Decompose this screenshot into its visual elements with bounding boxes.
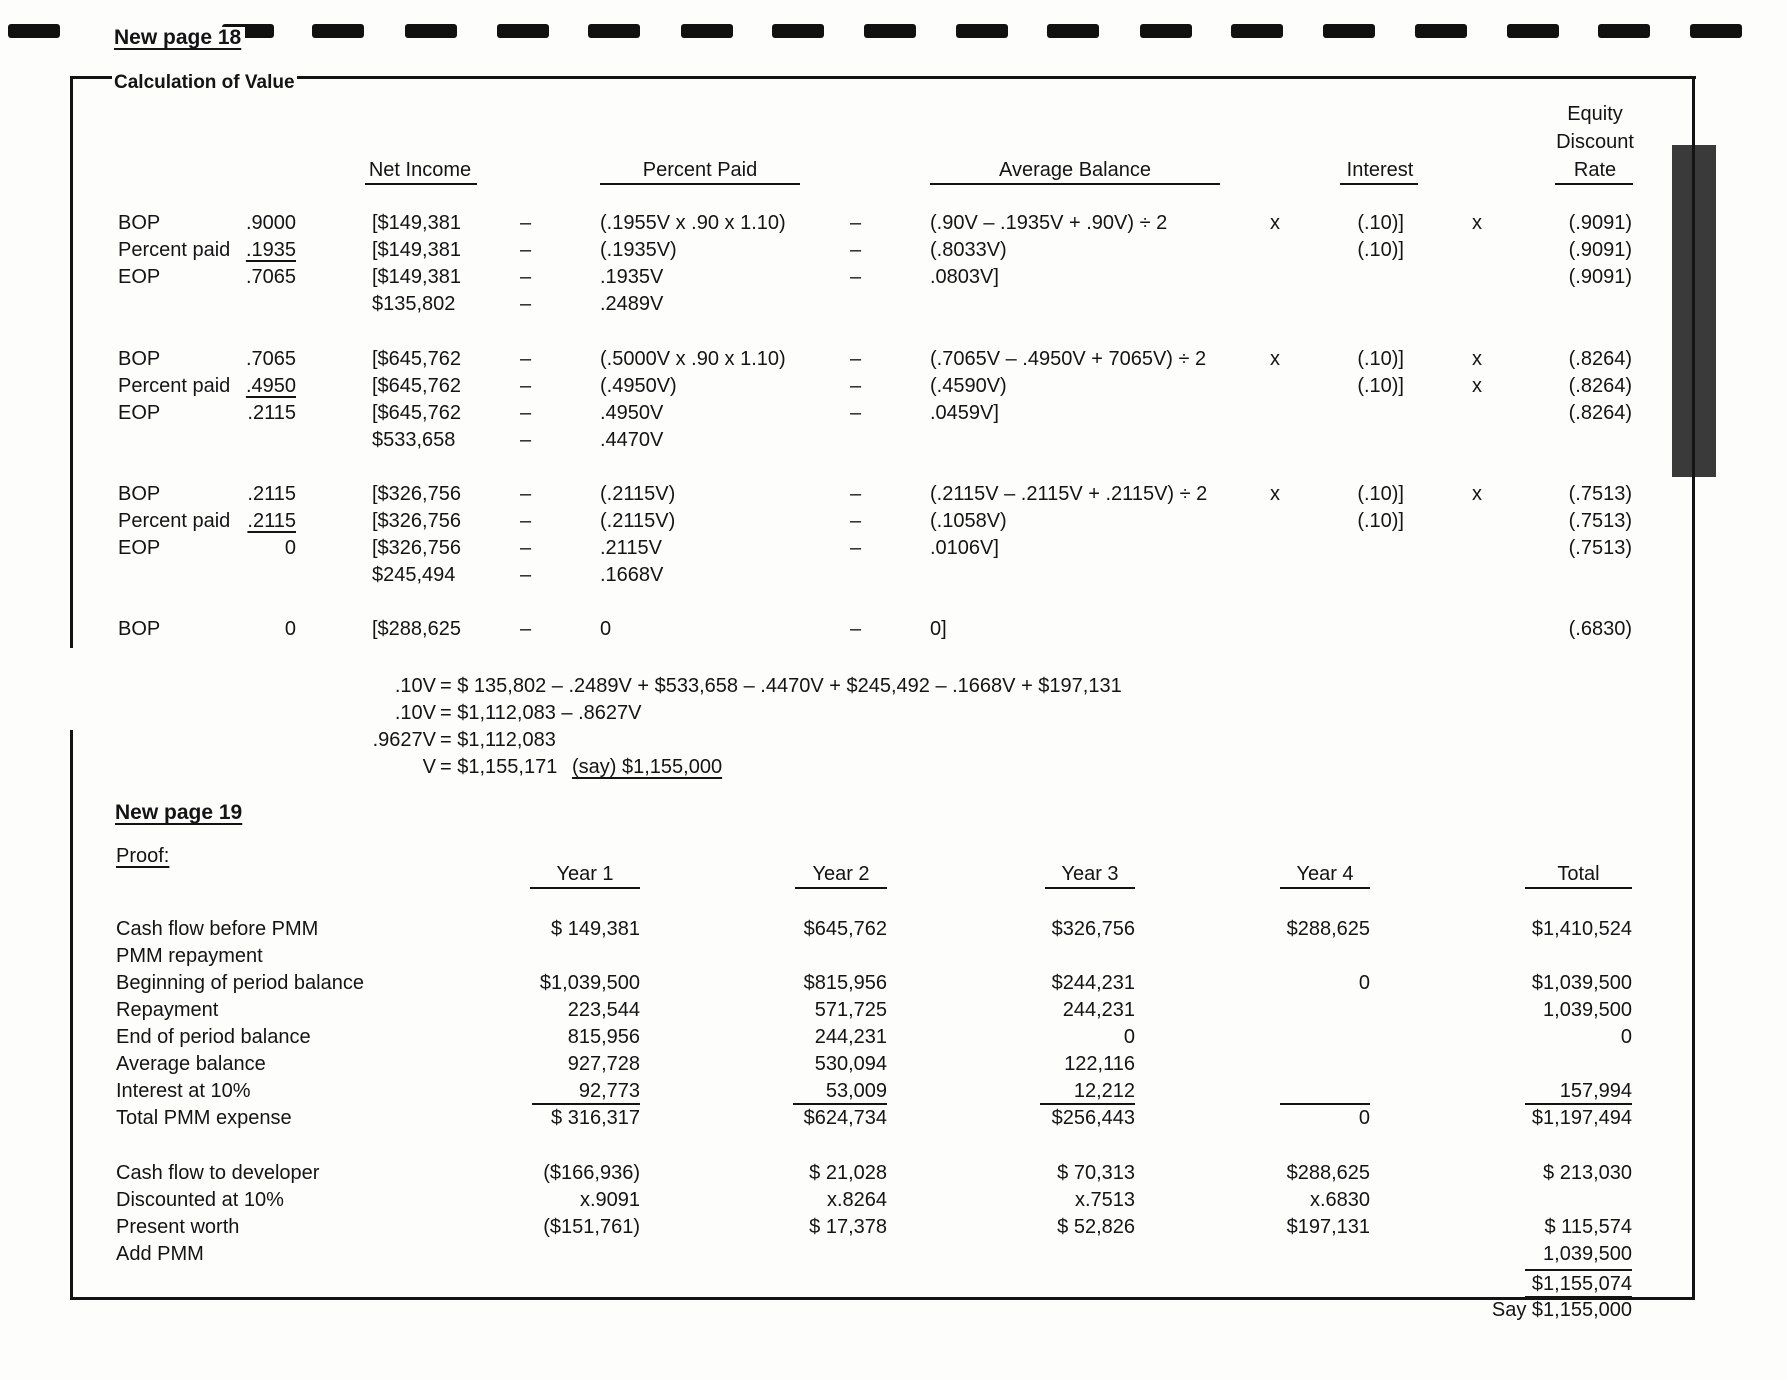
header-underline xyxy=(1045,887,1135,889)
interest-cell: (.10)] xyxy=(1357,510,1404,532)
row-label: BOP xyxy=(118,348,161,370)
average-balance-cell: .0803V] xyxy=(930,266,999,288)
minus-sign: – xyxy=(850,348,862,370)
proof-column-header: Total xyxy=(1557,863,1600,885)
net-income-cell: [$326,756 xyxy=(372,537,461,559)
discount-rate-cell: (.7513) xyxy=(1568,483,1632,505)
minus-sign: – xyxy=(520,510,532,532)
minus-sign: – xyxy=(520,239,532,261)
multiply-sign: x xyxy=(1270,212,1280,234)
perforation-dash xyxy=(1323,24,1375,38)
equation-rhs: = $1,112,083 xyxy=(440,729,556,751)
minus-sign: – xyxy=(520,618,532,640)
discount-rate-cell: (.6830) xyxy=(1568,618,1632,640)
proof-cell: ($151,761) xyxy=(543,1216,640,1238)
proof-cell: 1,039,500 xyxy=(1543,999,1632,1021)
minus-sign: – xyxy=(850,375,862,397)
discount-rate-cell: (.9091) xyxy=(1568,239,1632,261)
row-value: .2115 xyxy=(247,510,296,532)
proof-cell: 530,094 xyxy=(814,1053,887,1075)
proof-cell: $ 52,826 xyxy=(1057,1216,1135,1238)
proof-cell: $ 213,030 xyxy=(1543,1162,1632,1184)
minus-sign: – xyxy=(850,510,862,532)
row-label: EOP xyxy=(118,402,161,424)
discount-rate-cell: (.8264) xyxy=(1568,402,1632,424)
proof-cell: $ 115,574 xyxy=(1544,1216,1632,1238)
equation-lhs: V xyxy=(422,756,436,778)
total-sum: $1,155,074 xyxy=(1531,1273,1632,1295)
perforation-dash xyxy=(1507,24,1559,38)
equation-rhs: = $1,112,083 – .8627V xyxy=(440,702,642,724)
column-header-percent-paid: Percent Paid xyxy=(642,159,758,181)
proof-row-label: End of period balance xyxy=(116,1026,311,1048)
perforation-dash xyxy=(1415,24,1467,38)
row-value: 0 xyxy=(284,618,296,640)
equation-lhs: .10V xyxy=(394,702,436,724)
percent-paid-cell: (.2115V) xyxy=(600,510,676,532)
proof-cell: 244,231 xyxy=(1062,999,1135,1021)
row-value: .7065 xyxy=(245,266,296,288)
perforation-dash xyxy=(588,24,640,38)
percent-paid-cell: .2489V xyxy=(600,293,664,315)
percent-paid-cell: (.4950V) xyxy=(600,375,677,397)
proof-cell: 0 xyxy=(1358,972,1370,994)
perforation-dash xyxy=(681,24,733,38)
proof-cell: 0 xyxy=(1358,1107,1370,1129)
proof-row-label: Cash flow before PMM xyxy=(116,918,319,940)
minus-sign: – xyxy=(520,348,532,370)
proof-cell: $ 21,028 xyxy=(809,1162,887,1184)
proof-cell: $1,197,494 xyxy=(1531,1107,1632,1129)
row-label: Percent paid xyxy=(118,510,231,532)
multiply-sign: x xyxy=(1472,212,1482,234)
minus-sign: – xyxy=(520,429,532,451)
minus-sign: – xyxy=(520,564,532,586)
perforation-dash xyxy=(956,24,1008,38)
proof-cell: 157,994 xyxy=(1559,1080,1632,1102)
perforation-dash xyxy=(8,24,60,38)
perforation-dash xyxy=(864,24,916,38)
perforation-dash xyxy=(405,24,457,38)
proof-cell: $1,039,500 xyxy=(539,972,640,994)
proof-cell: $1,039,500 xyxy=(1531,972,1632,994)
interest-cell: (.10)] xyxy=(1357,348,1404,370)
proof-cell: $ 316,317 xyxy=(551,1107,640,1129)
average-balance-cell: 0] xyxy=(930,618,947,640)
proof-cell: $326,756 xyxy=(1051,918,1135,940)
column-header-interest: Interest xyxy=(1346,159,1414,181)
minus-sign: – xyxy=(520,293,532,315)
minus-sign: – xyxy=(850,212,862,234)
proof-label: Proof: xyxy=(116,845,170,867)
percent-paid-cell: .2115V xyxy=(600,537,662,559)
percent-paid-cell: .1935V xyxy=(600,266,664,288)
equation-lhs: .10V xyxy=(394,675,436,697)
row-value: .9000 xyxy=(245,212,296,234)
header-underline xyxy=(530,887,640,889)
proof-row-label: Average balance xyxy=(116,1053,266,1075)
multiply-sign: x xyxy=(1472,375,1482,397)
proof-cell: x.8264 xyxy=(826,1189,887,1211)
row-value: .4950 xyxy=(245,375,296,397)
proof-cell: $ 17,378 xyxy=(809,1216,887,1238)
minus-sign: – xyxy=(850,537,862,559)
multiply-sign: x xyxy=(1270,348,1280,370)
proof-row-label: Discounted at 10% xyxy=(116,1189,284,1211)
multiply-sign: x xyxy=(1472,483,1482,505)
proof-cell: 122,116 xyxy=(1064,1053,1135,1075)
average-balance-cell: .0106V] xyxy=(930,537,999,559)
proof-cell: $645,762 xyxy=(803,918,887,940)
header-underline xyxy=(1555,183,1633,185)
percent-paid-cell: 0 xyxy=(600,618,612,640)
sum-rule xyxy=(793,1103,887,1105)
sum-rule xyxy=(1040,1103,1135,1105)
interest-cell: (.10)] xyxy=(1357,239,1404,261)
page-heading-top: New page 18 xyxy=(110,27,245,48)
header-underline xyxy=(1280,887,1370,889)
row-value: .2115 xyxy=(247,483,296,505)
net-income-cell: [$149,381 xyxy=(372,266,461,288)
multiply-sign: x xyxy=(1270,483,1280,505)
net-income-cell: [$149,381 xyxy=(372,239,461,261)
proof-column-header: Year 1 xyxy=(556,863,614,885)
header-underline xyxy=(930,183,1220,185)
proof-cell: 53,009 xyxy=(825,1080,887,1102)
row-value: .1935 xyxy=(245,239,296,261)
percent-paid-cell: (.1935V) xyxy=(600,239,677,261)
proof-cell: 0 xyxy=(1123,1026,1135,1048)
minus-sign: – xyxy=(850,402,862,424)
net-income-cell: $135,802 xyxy=(372,293,456,315)
interest-cell: (.10)] xyxy=(1357,483,1404,505)
column-header-net-income: Net Income xyxy=(368,159,472,181)
proof-column-header: Year 2 xyxy=(812,863,870,885)
percent-paid-cell: (.1955V x .90 x 1.10) xyxy=(600,212,786,234)
average-balance-cell: (.2115V – .2115V + .2115V) ÷ 2 xyxy=(930,483,1208,505)
interest-cell: (.10)] xyxy=(1357,375,1404,397)
minus-sign: – xyxy=(850,266,862,288)
perforation-dash xyxy=(1140,24,1192,38)
proof-cell: x.6830 xyxy=(1309,1189,1370,1211)
proof-column-header: Year 3 xyxy=(1061,863,1119,885)
proof-row-label: Repayment xyxy=(116,999,219,1021)
perforation-dash xyxy=(497,24,549,38)
header-underline xyxy=(1525,887,1632,889)
minus-sign: – xyxy=(520,402,532,424)
net-income-cell: [$326,756 xyxy=(372,483,461,505)
row-value: 0 xyxy=(284,537,296,559)
sum-rule xyxy=(1525,1103,1632,1105)
minus-sign: – xyxy=(520,266,532,288)
row-label: BOP xyxy=(118,212,161,234)
discount-rate-cell: (.7513) xyxy=(1568,510,1632,532)
proof-cell: $815,956 xyxy=(803,972,887,994)
header-underline xyxy=(1340,183,1418,185)
equation-rhs: = $1,155,171 xyxy=(440,756,558,778)
proof-column-header: Year 4 xyxy=(1296,863,1354,885)
frame-right-rule xyxy=(1692,76,1695,1300)
proof-cell: 223,544 xyxy=(567,999,640,1021)
column-header-average-balance: Average Balance xyxy=(999,159,1151,181)
net-income-cell: $245,494 xyxy=(372,564,456,586)
perforation-dash xyxy=(1598,24,1650,38)
interest-cell: (.10)] xyxy=(1357,212,1404,234)
proof-cell: $ 149,381 xyxy=(551,918,640,940)
proof-row-label: Present worth xyxy=(116,1216,240,1238)
say-total: Say $1,155,000 xyxy=(1491,1299,1632,1321)
frame-left-rule-lower xyxy=(70,730,73,1300)
column-header-equity-line2: Discount xyxy=(1556,131,1634,153)
percent-paid-cell: .4470V xyxy=(600,429,664,451)
net-income-cell: [$645,762 xyxy=(372,375,461,397)
proof-cell: 12,212 xyxy=(1073,1080,1135,1102)
percent-paid-cell: (.2115V) xyxy=(600,483,676,505)
sum-rule xyxy=(1280,1103,1370,1105)
proof-cell: 815,956 xyxy=(567,1026,640,1048)
average-balance-cell: (.1058V) xyxy=(930,510,1007,532)
proof-cell: $244,231 xyxy=(1051,972,1135,994)
proof-row-label: PMM repayment xyxy=(116,945,263,967)
row-label: EOP xyxy=(118,266,161,288)
proof-cell: 571,725 xyxy=(814,999,887,1021)
frame-left-rule xyxy=(70,76,73,648)
perforation-dash xyxy=(772,24,824,38)
proof-cell: x.9091 xyxy=(579,1189,640,1211)
proof-cell: 0 xyxy=(1620,1026,1632,1048)
discount-rate-cell: (.8264) xyxy=(1568,375,1632,397)
proof-row-label: Interest at 10% xyxy=(116,1080,251,1102)
net-income-cell: [$645,762 xyxy=(372,348,461,370)
proof-cell: $288,625 xyxy=(1286,1162,1370,1184)
proof-cell: $288,625 xyxy=(1286,918,1370,940)
section-title: Calculation of Value xyxy=(114,72,295,93)
column-header-equity-line3: Rate xyxy=(1573,159,1617,181)
discount-rate-cell: (.7513) xyxy=(1568,537,1632,559)
proof-row-label: Total PMM expense xyxy=(116,1107,292,1129)
page-heading-bottom: New page 19 xyxy=(115,801,243,824)
minus-sign: – xyxy=(520,375,532,397)
equation-say: (say) $1,155,000 xyxy=(572,756,723,778)
proof-cell: $256,443 xyxy=(1051,1107,1135,1129)
header-underline xyxy=(365,183,477,185)
proof-cell: $624,734 xyxy=(803,1107,887,1129)
proof-row-label: Add PMM xyxy=(116,1243,204,1265)
sum-rule xyxy=(532,1103,640,1105)
net-income-cell: [$288,625 xyxy=(372,618,461,640)
minus-sign: – xyxy=(520,483,532,505)
column-header-equity-line1: Equity xyxy=(1567,103,1623,125)
percent-paid-cell: .4950V xyxy=(600,402,664,424)
row-label: Percent paid xyxy=(118,375,231,397)
minus-sign: – xyxy=(520,212,532,234)
perforation-dash xyxy=(1690,24,1742,38)
proof-cell: 244,231 xyxy=(814,1026,887,1048)
header-underline xyxy=(795,887,887,889)
discount-rate-cell: (.9091) xyxy=(1568,266,1632,288)
perforation-dash xyxy=(1231,24,1283,38)
row-label: EOP xyxy=(118,537,161,559)
proof-cell: x.7513 xyxy=(1074,1189,1135,1211)
proof-cell: $1,410,524 xyxy=(1531,918,1632,940)
frame-top-rule xyxy=(70,76,1696,79)
equation-rhs: = $ 135,802 – .2489V + $533,658 – .4470V + $245,492 – .1668V + $197,131 xyxy=(440,675,1122,697)
row-label: Percent paid xyxy=(118,239,231,261)
row-label: BOP xyxy=(118,483,161,505)
minus-sign: – xyxy=(850,239,862,261)
percent-paid-cell: (.5000V x .90 x 1.10) xyxy=(600,348,786,370)
percent-paid-cell: .1668V xyxy=(600,564,664,586)
net-income-cell: [$149,381 xyxy=(372,212,461,234)
net-income-cell: [$326,756 xyxy=(372,510,461,532)
discount-rate-cell: (.8264) xyxy=(1568,348,1632,370)
proof-cell: 92,773 xyxy=(578,1080,640,1102)
perforation-dash xyxy=(312,24,364,38)
sum-rule xyxy=(1525,1269,1632,1271)
proof-cell: 1,039,500 xyxy=(1543,1243,1632,1265)
header-underline xyxy=(600,183,800,185)
sum-rule xyxy=(1525,1296,1632,1298)
row-value: .2115 xyxy=(247,402,296,424)
average-balance-cell: (.4590V) xyxy=(930,375,1007,397)
equation-lhs: .9627V xyxy=(372,729,436,751)
minus-sign: – xyxy=(520,537,532,559)
perforation-dash xyxy=(1047,24,1099,38)
average-balance-cell: (.7065V – .4950V + 7065V) ÷ 2 xyxy=(930,348,1207,370)
proof-cell: 927,728 xyxy=(567,1053,640,1075)
proof-cell: $ 70,313 xyxy=(1057,1162,1135,1184)
row-label: BOP xyxy=(118,618,161,640)
minus-sign: – xyxy=(850,618,862,640)
proof-cell: $197,131 xyxy=(1286,1216,1370,1238)
average-balance-cell: (.8033V) xyxy=(930,239,1007,261)
average-balance-cell: .0459V] xyxy=(930,402,999,424)
proof-cell: ($166,936) xyxy=(543,1162,640,1184)
proof-row-label: Beginning of period balance xyxy=(116,972,364,994)
net-income-cell: $533,658 xyxy=(372,429,456,451)
minus-sign: – xyxy=(850,483,862,505)
row-value: .7065 xyxy=(245,348,296,370)
multiply-sign: x xyxy=(1472,348,1482,370)
net-income-cell: [$645,762 xyxy=(372,402,461,424)
proof-row-label: Cash flow to developer xyxy=(116,1162,320,1184)
discount-rate-cell: (.9091) xyxy=(1568,212,1632,234)
average-balance-cell: (.90V – .1935V + .90V) ÷ 2 xyxy=(930,212,1168,234)
